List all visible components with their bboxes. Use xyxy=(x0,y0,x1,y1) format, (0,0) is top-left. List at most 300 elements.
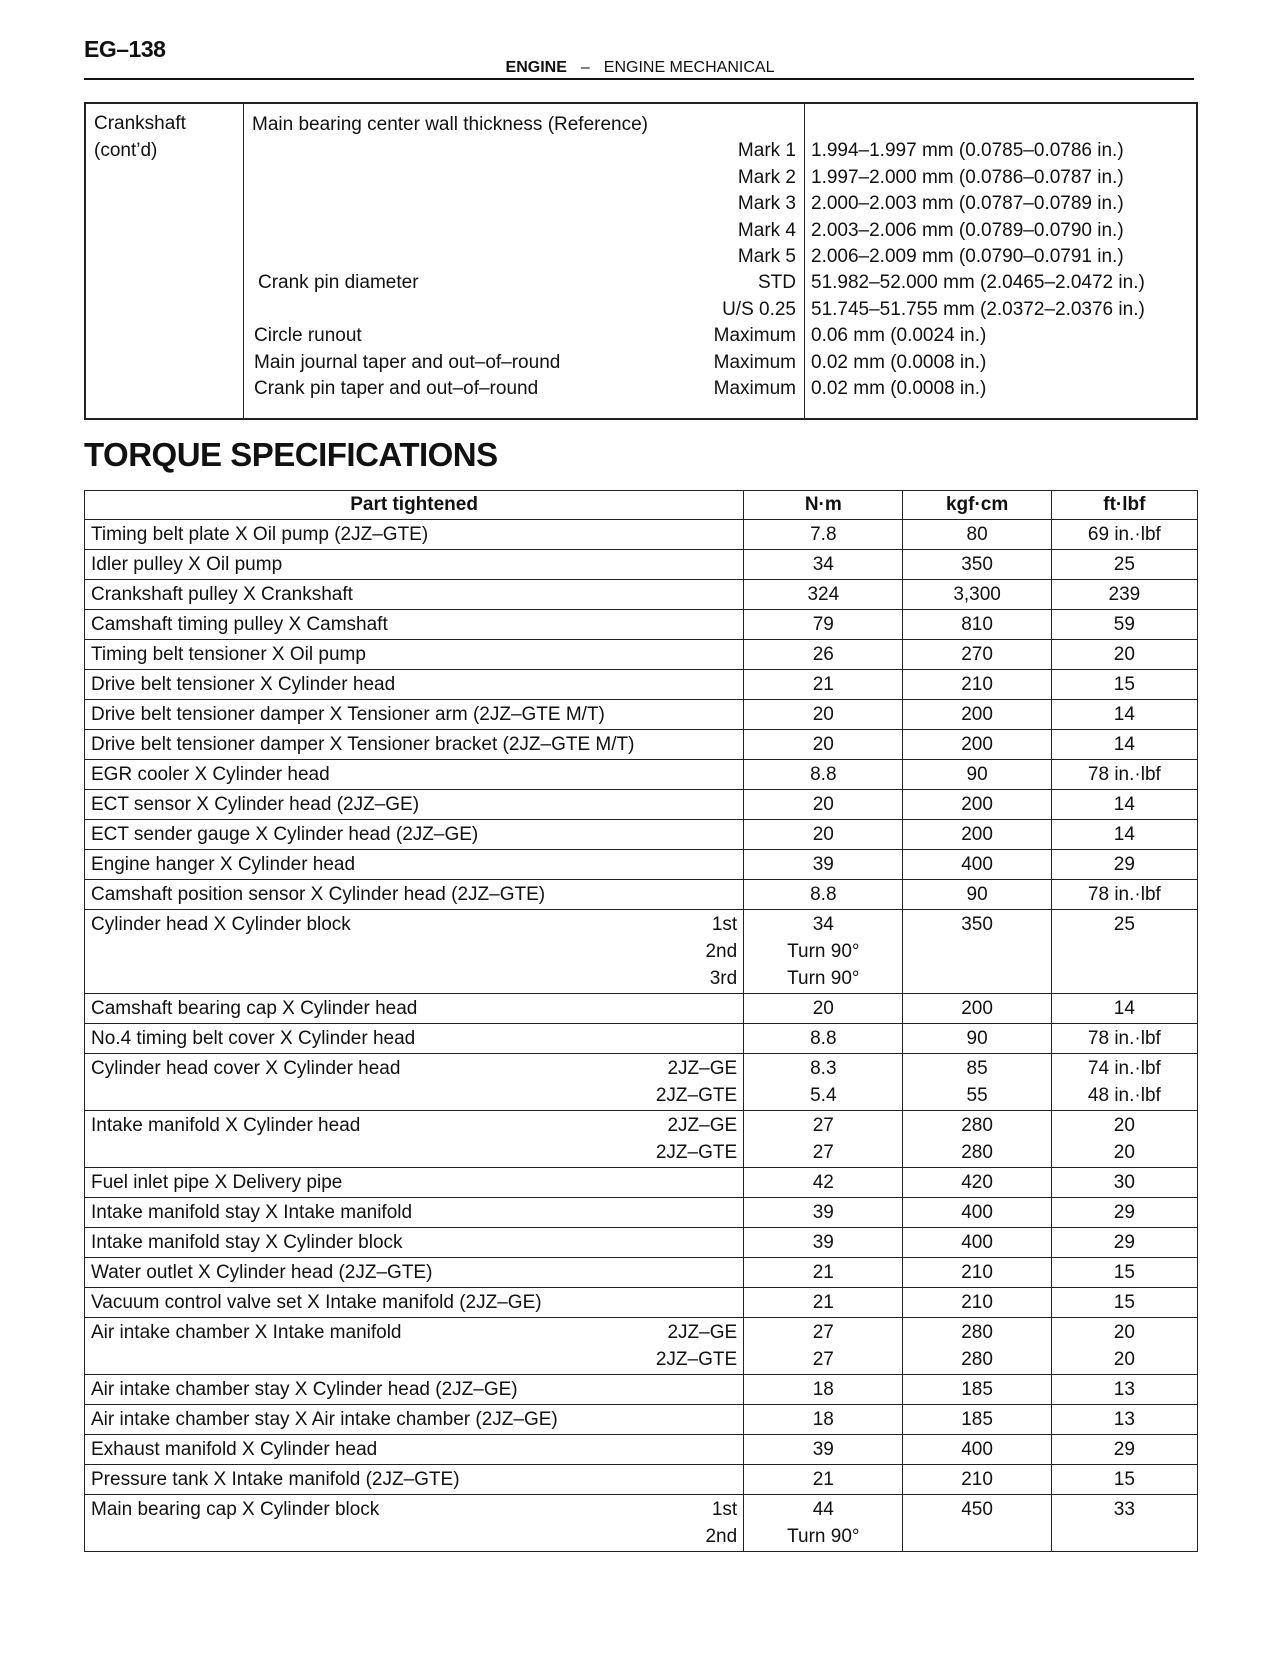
table-row xyxy=(85,1405,1198,1435)
nm-value-cell xyxy=(744,1054,903,1111)
column-header-ftlbf: ft·lbf xyxy=(1051,491,1197,520)
kgfcm-value-cell xyxy=(903,730,1051,760)
ftlbf-value: 14 xyxy=(1113,824,1135,845)
column-header-kgfcm: kgf·cm xyxy=(903,491,1051,520)
ftlbf-value: 20 xyxy=(1113,1115,1135,1136)
subsection-name: ENGINE MECHANICAL xyxy=(603,59,775,76)
ftlbf-value: 20 xyxy=(1113,1322,1135,1343)
table-row xyxy=(85,910,1198,994)
part-name: Main bearing cap X Cylinder block xyxy=(91,1499,380,1520)
ftlbf-value: 14 xyxy=(1113,794,1135,815)
part-cell xyxy=(85,760,744,790)
nm-value-cell xyxy=(744,730,903,760)
kgfcm-value: 420 xyxy=(961,1172,993,1193)
part-name: Air intake chamber stay X Cylinder head (2JZ–GE) xyxy=(91,1379,518,1400)
part-variant: 2JZ–GE xyxy=(667,1115,738,1136)
ftlbf-value-cell xyxy=(1051,700,1197,730)
kgfcm-value: 280 xyxy=(961,1142,993,1163)
kgfcm-value-cell xyxy=(903,1168,1051,1198)
spec-value-column xyxy=(805,104,1196,418)
nm-value: 21 xyxy=(812,1469,834,1490)
part-name: Drive belt tensioner damper X Tensioner bracket (2JZ–GTE M/T) xyxy=(91,734,635,755)
ftlbf-value: 29 xyxy=(1113,1439,1135,1460)
ftlbf-value-cell xyxy=(1051,1465,1197,1495)
component-note: (cont’d) xyxy=(94,140,158,161)
ftlbf-value: 14 xyxy=(1113,734,1135,755)
kgfcm-value: 85 xyxy=(966,1058,988,1079)
part-name: Camshaft position sensor X Cylinder head (2JZ–GTE) xyxy=(91,884,546,905)
kgfcm-value: 280 xyxy=(961,1115,993,1136)
kgfcm-value-cell xyxy=(903,790,1051,820)
ftlbf-value: 20 xyxy=(1113,1349,1135,1370)
spec-label: Circle runout xyxy=(254,325,362,347)
part-cell xyxy=(85,1405,744,1435)
part-name: Air intake chamber stay X Air intake chamber (2JZ–GE) xyxy=(91,1409,558,1430)
kgfcm-value: 810 xyxy=(961,614,993,635)
part-variant: 2nd xyxy=(705,941,738,962)
ftlbf-value-cell xyxy=(1051,1288,1197,1318)
part-cell xyxy=(85,640,744,670)
kgfcm-value-cell xyxy=(903,850,1051,880)
ftlbf-value-cell xyxy=(1051,1228,1197,1258)
kgfcm-value-cell xyxy=(903,1258,1051,1288)
table-row xyxy=(85,730,1198,760)
part-name: Drive belt tensioner damper X Tensioner arm (2JZ–GTE M/T) xyxy=(91,704,605,725)
nm-value-cell xyxy=(744,994,903,1024)
header-rule xyxy=(84,78,1194,80)
kgfcm-value-cell xyxy=(903,1024,1051,1054)
spec-row xyxy=(244,375,804,402)
nm-value: 20 xyxy=(812,734,834,755)
kgfcm-value: 3,300 xyxy=(953,584,1001,605)
nm-value-cell xyxy=(744,1198,903,1228)
kgfcm-value-cell xyxy=(903,820,1051,850)
table-row xyxy=(85,1375,1198,1405)
ftlbf-value: 30 xyxy=(1113,1172,1135,1193)
part-name: No.4 timing belt cover X Cylinder head xyxy=(91,1028,416,1049)
part-name: Water outlet X Cylinder head (2JZ–GTE) xyxy=(91,1262,433,1283)
spec-qualifier: Maximum xyxy=(713,378,796,399)
kgfcm-value-cell xyxy=(903,610,1051,640)
part-cell xyxy=(85,880,744,910)
header-separator: – xyxy=(580,59,590,76)
ftlbf-value-cell xyxy=(1051,640,1197,670)
ftlbf-value-cell xyxy=(1051,520,1197,550)
part-variant: 3rd xyxy=(709,968,738,989)
part-variant: 2JZ–GTE xyxy=(655,1349,738,1370)
spec-value: 51.982–52.000 mm (2.0465–2.0472 in.) xyxy=(811,272,1145,294)
spec-value-row xyxy=(805,164,1196,191)
nm-value: 21 xyxy=(812,1292,834,1313)
part-cell xyxy=(85,1375,744,1405)
spec-value-row xyxy=(805,243,1196,270)
part-cell xyxy=(85,520,744,550)
ftlbf-value-cell xyxy=(1051,760,1197,790)
spec-qualifier: Mark 3 xyxy=(737,193,796,215)
ftlbf-value-cell xyxy=(1051,1198,1197,1228)
part-cell xyxy=(85,1465,744,1495)
spec-value-row xyxy=(805,217,1196,244)
nm-value: 42 xyxy=(812,1172,834,1193)
spec-row xyxy=(244,349,804,376)
part-name: Drive belt tensioner X Cylinder head xyxy=(91,674,396,695)
spec-qualifier: Maximum xyxy=(713,351,796,373)
kgfcm-value: 80 xyxy=(966,524,988,545)
kgfcm-value: 200 xyxy=(961,794,993,815)
kgfcm-value-cell xyxy=(903,1435,1051,1465)
spec-value-row xyxy=(805,269,1196,296)
ftlbf-value-cell xyxy=(1051,550,1197,580)
nm-value-cell xyxy=(744,550,903,580)
nm-value-cell xyxy=(744,1258,903,1288)
ftlbf-value: 14 xyxy=(1113,998,1135,1019)
part-variant: 1st xyxy=(711,914,738,935)
ftlbf-value-cell xyxy=(1051,1168,1197,1198)
nm-value-cell xyxy=(744,850,903,880)
ftlbf-value: 74 in.·lbf xyxy=(1087,1058,1161,1079)
page-number: EG–138 xyxy=(84,36,166,62)
ftlbf-value: 20 xyxy=(1113,1142,1135,1163)
kgfcm-value: 55 xyxy=(966,1085,988,1106)
table-row xyxy=(85,700,1198,730)
part-variant: 2JZ–GTE xyxy=(655,1142,738,1163)
nm-value: 27 xyxy=(812,1115,834,1136)
ftlbf-value-cell xyxy=(1051,1405,1197,1435)
kgfcm-value: 280 xyxy=(961,1349,993,1370)
spec-qualifier: Mark 5 xyxy=(737,246,796,267)
nm-value-cell xyxy=(744,670,903,700)
ftlbf-value-cell xyxy=(1051,1024,1197,1054)
nm-value-cell xyxy=(744,580,903,610)
kgfcm-value-cell xyxy=(903,1495,1051,1552)
spec-value: 0.02 mm (0.0008 in.) xyxy=(811,351,987,373)
nm-value: 44 xyxy=(812,1499,834,1520)
part-name: Intake manifold stay X Cylinder block xyxy=(91,1232,403,1253)
component-name: Crankshaft xyxy=(94,113,186,134)
nm-value-cell xyxy=(744,1465,903,1495)
nm-value: 39 xyxy=(812,1232,834,1253)
spec-row xyxy=(244,164,804,191)
kgfcm-value: 200 xyxy=(961,704,993,725)
part-cell xyxy=(85,790,744,820)
part-name: Exhaust manifold X Cylinder head xyxy=(91,1439,378,1460)
spec-row xyxy=(244,243,804,270)
nm-value: 27 xyxy=(812,1142,834,1163)
kgfcm-value-cell xyxy=(903,880,1051,910)
ftlbf-value-cell xyxy=(1051,730,1197,760)
kgfcm-value: 400 xyxy=(961,1232,993,1253)
ftlbf-value-cell xyxy=(1051,880,1197,910)
part-name: Camshaft bearing cap X Cylinder head xyxy=(91,998,418,1019)
spec-value: 1.994–1.997 mm (0.0785–0.0786 in.) xyxy=(811,140,1124,162)
nm-value-cell xyxy=(744,820,903,850)
nm-value-cell xyxy=(744,640,903,670)
ftlbf-value-cell xyxy=(1051,790,1197,820)
part-variant: 2JZ–GTE xyxy=(655,1085,738,1106)
ftlbf-value-cell xyxy=(1051,850,1197,880)
kgfcm-value: 400 xyxy=(961,1439,993,1460)
nm-value: Turn 90° xyxy=(787,941,860,962)
nm-value-cell xyxy=(744,1228,903,1258)
table-row xyxy=(85,1258,1198,1288)
ftlbf-value: 13 xyxy=(1113,1379,1135,1400)
table-row xyxy=(85,610,1198,640)
part-cell xyxy=(85,1495,744,1552)
table-row xyxy=(85,580,1198,610)
spec-row xyxy=(244,322,804,349)
nm-value: 34 xyxy=(812,554,834,575)
section-title: TORQUE SPECIFICATIONS xyxy=(84,436,498,473)
spec-value-row xyxy=(805,349,1196,376)
spec-value-row xyxy=(805,322,1196,349)
part-cell xyxy=(85,1168,744,1198)
table-row xyxy=(85,994,1198,1024)
kgfcm-value-cell xyxy=(903,700,1051,730)
nm-value-cell xyxy=(744,1405,903,1435)
kgfcm-value-cell xyxy=(903,1375,1051,1405)
ftlbf-value: 29 xyxy=(1113,1232,1135,1253)
part-name: EGR cooler X Cylinder head xyxy=(91,764,330,785)
ftlbf-value: 14 xyxy=(1113,704,1135,725)
ftlbf-value-cell xyxy=(1051,1054,1197,1111)
part-name: Intake manifold stay X Intake manifold xyxy=(91,1202,413,1223)
spec-value-row xyxy=(805,111,1196,138)
table-row xyxy=(85,520,1198,550)
part-cell xyxy=(85,910,744,994)
nm-value-cell xyxy=(744,910,903,994)
nm-value: 26 xyxy=(812,644,834,665)
kgfcm-value-cell xyxy=(903,1228,1051,1258)
part-cell xyxy=(85,1024,744,1054)
table-row xyxy=(85,790,1198,820)
kgfcm-value: 270 xyxy=(961,644,993,665)
table-row xyxy=(85,1465,1198,1495)
spec-value-row xyxy=(805,190,1196,217)
table-row xyxy=(85,670,1198,700)
spec-value: 1.997–2.000 mm (0.0786–0.0787 in.) xyxy=(811,166,1124,188)
nm-value: 21 xyxy=(812,1262,834,1283)
part-name: Pressure tank X Intake manifold (2JZ–GTE) xyxy=(91,1469,460,1490)
part-name: Idler pulley X Oil pump xyxy=(91,554,283,575)
kgfcm-value: 185 xyxy=(961,1379,993,1400)
ftlbf-value: 69 in.·lbf xyxy=(1087,524,1161,545)
kgfcm-value-cell xyxy=(903,670,1051,700)
kgfcm-value-cell xyxy=(903,994,1051,1024)
kgfcm-value: 200 xyxy=(961,734,993,755)
kgfcm-value: 350 xyxy=(961,914,993,935)
part-name: Intake manifold X Cylinder head xyxy=(91,1115,361,1136)
part-cell xyxy=(85,1258,744,1288)
nm-value-cell xyxy=(744,760,903,790)
kgfcm-value-cell xyxy=(903,760,1051,790)
nm-value-cell xyxy=(744,790,903,820)
part-cell xyxy=(85,820,744,850)
part-name: Camshaft timing pulley X Camshaft xyxy=(91,614,388,635)
kgfcm-value: 90 xyxy=(966,764,988,785)
ftlbf-value-cell xyxy=(1051,820,1197,850)
nm-value-cell xyxy=(744,610,903,640)
nm-value: 8.3 xyxy=(810,1058,837,1079)
nm-value: 20 xyxy=(812,998,834,1019)
table-row xyxy=(85,1495,1198,1552)
spec-label: Crank pin taper and out–of–round xyxy=(254,378,539,399)
part-name: ECT sender gauge X Cylinder head (2JZ–GE) xyxy=(91,824,479,845)
ftlbf-value-cell xyxy=(1051,1258,1197,1288)
spec-qualifier: Maximum xyxy=(713,325,796,347)
part-cell xyxy=(85,1288,744,1318)
spec-value: 2.000–2.003 mm (0.0787–0.0789 in.) xyxy=(811,193,1124,215)
table-row xyxy=(85,880,1198,910)
part-cell xyxy=(85,580,744,610)
nm-value: 8.8 xyxy=(810,764,837,785)
nm-value: 34 xyxy=(812,914,834,935)
kgfcm-value-cell xyxy=(903,520,1051,550)
kgfcm-value-cell xyxy=(903,1288,1051,1318)
table-row xyxy=(85,1318,1198,1375)
nm-value: 21 xyxy=(812,674,834,695)
torque-spec-table xyxy=(84,490,1198,1552)
nm-value: 18 xyxy=(812,1379,834,1400)
kgfcm-value: 210 xyxy=(961,1292,993,1313)
nm-value-cell xyxy=(744,520,903,550)
nm-value: 5.4 xyxy=(810,1085,837,1106)
ftlbf-value: 33 xyxy=(1113,1499,1135,1520)
table-row xyxy=(85,550,1198,580)
table-row xyxy=(85,850,1198,880)
nm-value: 7.8 xyxy=(810,524,837,545)
spec-row xyxy=(244,137,804,164)
spec-value: 2.006–2.009 mm (0.0790–0.0791 in.) xyxy=(811,246,1124,267)
kgfcm-value: 400 xyxy=(961,854,993,875)
part-variant: 2JZ–GE xyxy=(667,1322,738,1343)
nm-value-cell xyxy=(744,1495,903,1552)
running-header xyxy=(0,59,1280,77)
spec-qualifier: U/S 0.25 xyxy=(722,298,796,320)
nm-value: 27 xyxy=(812,1322,834,1343)
spec-row xyxy=(244,217,804,244)
ftlbf-value: 59 xyxy=(1113,614,1135,635)
ftlbf-value: 15 xyxy=(1113,1262,1135,1283)
ftlbf-value: 78 in.·lbf xyxy=(1087,764,1161,785)
kgfcm-value: 210 xyxy=(961,1262,993,1283)
table-header-row xyxy=(85,491,1198,520)
table-row xyxy=(85,1435,1198,1465)
nm-value: 39 xyxy=(812,1202,834,1223)
column-header-part: Part tightened xyxy=(85,491,744,520)
part-name: Fuel inlet pipe X Delivery pipe xyxy=(91,1172,343,1193)
part-variant: 1st xyxy=(711,1499,738,1520)
nm-value: 18 xyxy=(812,1409,834,1430)
kgfcm-value: 400 xyxy=(961,1202,993,1223)
spec-row xyxy=(244,269,804,296)
table-row xyxy=(85,1288,1198,1318)
kgfcm-value: 280 xyxy=(961,1322,993,1343)
nm-value: 20 xyxy=(812,824,834,845)
ftlbf-value-cell xyxy=(1051,1435,1197,1465)
ftlbf-value-cell xyxy=(1051,1375,1197,1405)
ftlbf-value: 29 xyxy=(1113,854,1135,875)
part-name: Cylinder head X Cylinder block xyxy=(91,914,351,935)
nm-value-cell xyxy=(744,1024,903,1054)
part-cell xyxy=(85,1228,744,1258)
part-cell xyxy=(85,1198,744,1228)
spec-label: Crank pin diameter xyxy=(258,272,419,294)
part-cell xyxy=(85,1435,744,1465)
kgfcm-value-cell xyxy=(903,1405,1051,1435)
kgfcm-value-cell xyxy=(903,1198,1051,1228)
part-variant: 2JZ–GE xyxy=(667,1058,738,1079)
part-name: ECT sensor X Cylinder head (2JZ–GE) xyxy=(91,794,420,815)
kgfcm-value-cell xyxy=(903,580,1051,610)
kgfcm-value-cell xyxy=(903,1054,1051,1111)
spec-value: 0.02 mm (0.0008 in.) xyxy=(811,378,987,399)
spec-label: Main bearing center wall thickness (Reference) xyxy=(252,114,649,135)
section-name: ENGINE xyxy=(505,59,567,76)
part-name: Timing belt plate X Oil pump (2JZ–GTE) xyxy=(91,524,429,545)
spec-value-row xyxy=(805,296,1196,323)
table-row xyxy=(85,1111,1198,1168)
part-cell xyxy=(85,1054,744,1111)
nm-value-cell xyxy=(744,1435,903,1465)
table-row xyxy=(85,640,1198,670)
column-header-nm: N·m xyxy=(744,491,903,520)
ftlbf-value: 78 in.·lbf xyxy=(1087,884,1161,905)
nm-value: 79 xyxy=(812,614,834,635)
ftlbf-value: 25 xyxy=(1113,914,1135,935)
kgfcm-value-cell xyxy=(903,640,1051,670)
spec-value-row xyxy=(805,137,1196,164)
part-name: Cylinder head cover X Cylinder head xyxy=(91,1058,401,1079)
nm-value: 20 xyxy=(812,794,834,815)
table-row xyxy=(85,1168,1198,1198)
spec-qualifier: Mark 2 xyxy=(737,166,796,188)
spec-qualifier: STD xyxy=(758,272,796,294)
component-cell xyxy=(86,104,244,418)
ftlbf-value-cell xyxy=(1051,670,1197,700)
table-row xyxy=(85,1228,1198,1258)
ftlbf-value: 15 xyxy=(1113,674,1135,695)
spec-row xyxy=(244,111,804,138)
nm-value: 27 xyxy=(812,1349,834,1370)
ftlbf-value-cell xyxy=(1051,910,1197,994)
part-variant: 2nd xyxy=(705,1526,738,1547)
ftlbf-value: 48 in.·lbf xyxy=(1087,1085,1161,1106)
part-cell xyxy=(85,610,744,640)
kgfcm-value-cell xyxy=(903,1111,1051,1168)
ftlbf-value: 29 xyxy=(1113,1202,1135,1223)
kgfcm-value: 185 xyxy=(961,1409,993,1430)
part-name: Engine hanger X Cylinder head xyxy=(91,854,356,875)
ftlbf-value-cell xyxy=(1051,1111,1197,1168)
part-cell xyxy=(85,670,744,700)
nm-value: 8.8 xyxy=(810,1028,837,1049)
nm-value-cell xyxy=(744,1288,903,1318)
ftlbf-value: 15 xyxy=(1113,1292,1135,1313)
spec-row xyxy=(244,296,804,323)
part-name: Vacuum control valve set X Intake manifold (2JZ–GE) xyxy=(91,1292,542,1313)
nm-value: Turn 90° xyxy=(787,968,860,989)
ftlbf-value-cell xyxy=(1051,580,1197,610)
part-cell xyxy=(85,994,744,1024)
part-name: Air intake chamber X Intake manifold xyxy=(91,1322,402,1343)
spec-qualifier: Mark 1 xyxy=(737,140,796,162)
kgfcm-value: 200 xyxy=(961,998,993,1019)
spec-value: 0.06 mm (0.0024 in.) xyxy=(811,325,987,347)
kgfcm-value-cell xyxy=(903,550,1051,580)
nm-value: 39 xyxy=(812,854,834,875)
spec-row xyxy=(244,190,804,217)
spec-value: 51.745–51.755 mm (2.0372–2.0376 in.) xyxy=(811,298,1145,320)
